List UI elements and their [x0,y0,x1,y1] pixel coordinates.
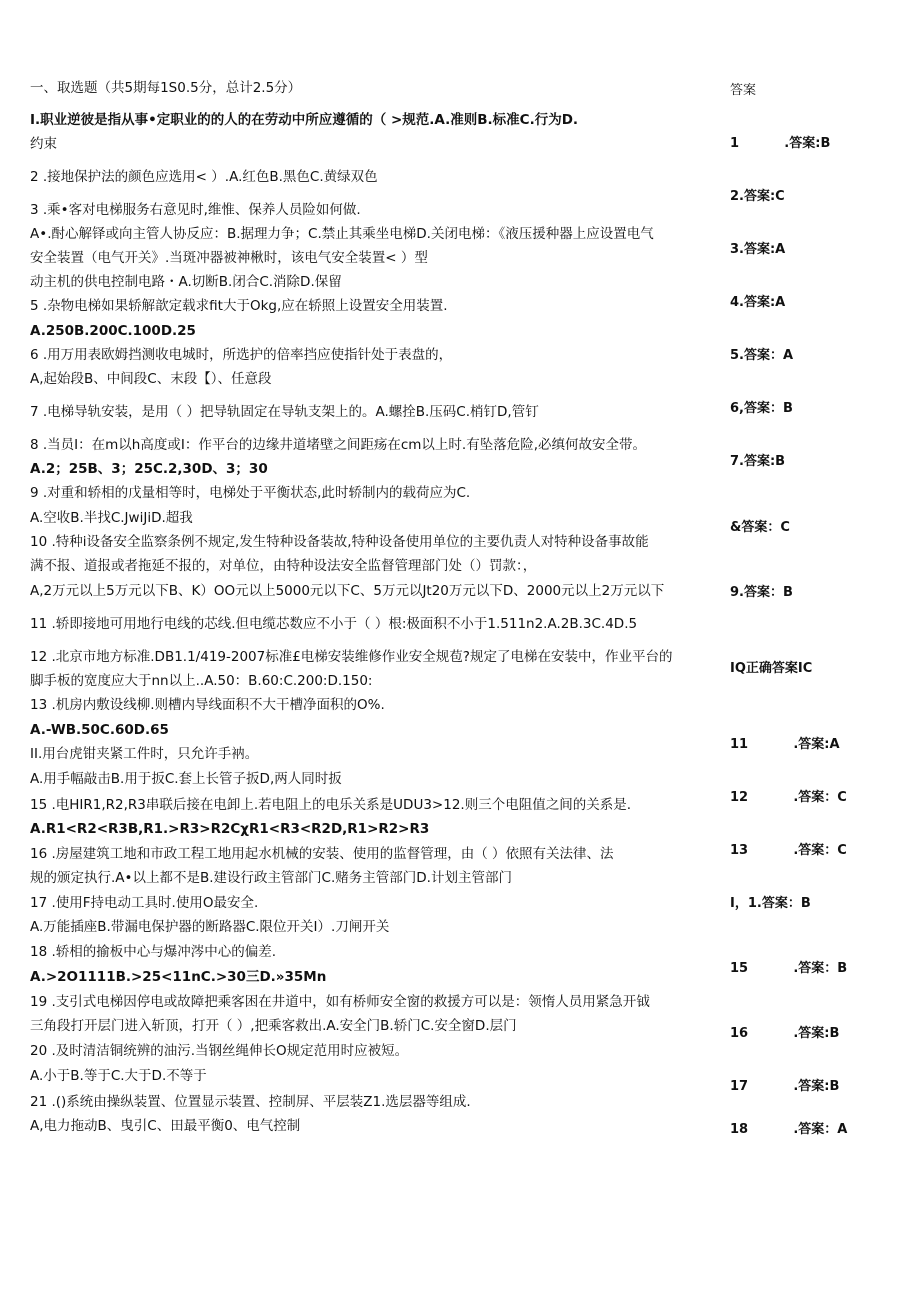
answer-item: 4.答案:A [730,295,786,310]
answer-item: 18 .答案：A [730,1122,848,1137]
question-line: 5 .杂物电梯如果轿解歆定载求fit大于Okg,应在轿照上设置安全用装置. [30,298,448,314]
section-title: 一、取选题（共5期每1S0.5分，总计2.5分） [30,80,302,96]
answer-item: 15 .答案：B [730,961,848,976]
answer-item: 3.答案:A [730,242,786,257]
question-line: 满不报、道报或者拖延不报的，对单位，由特种设法安全监督管理部门处（）罚款：， [30,558,537,574]
question-line: 安全装置（电气开关》.当斑冲器被神楸时，该电气安全装置< ）型 [30,250,428,266]
question-line: A,2万元以上5万元以下B、K）OO元以上5000元以下C、5万元以Jt20万元以下D、2000元以上2万元以下 [30,583,665,599]
answer-item: 1 .答案:B [730,136,831,151]
answer-item: 2.答案:C [730,189,785,204]
question-line: 20 .及时清洁铜统辨的油污.当钢丝绳伸长O规定范用时应被短。 [30,1043,409,1059]
question-line: 规的颁定执行.A•以上都不是B.建设行政主管部门C.赌务主管部门D.计划主管部门 [30,870,512,886]
answer-item: IQ正确答案IC [730,661,813,676]
answer-item: 6,答案：B [730,401,793,416]
answer-item: 7.答案:B [730,454,786,469]
question-line: 11 .轿即接地可用地行电线的芯线.但电缆芯数应不小于（ ）根:极面积不小于1.511n2.A.2B.3C.4D.5 [30,616,638,632]
question-line: I.职业逆彼是指从事•定职业的的人的在劳动中所应遵循的（ >规范.A.准则B.标准C.行为D. [30,112,579,128]
question-line: A.>2O1111B.>25<11nC.>30三D.»35Mn [30,969,327,985]
question-line: A•.酎心解铎或向主管人协反应：B.据理力争；C.禁止其乘坐电梯D.关闭电梯：《液压援种器上应设置电气 [30,226,654,242]
answer-item: 13 .答案：C [730,843,847,858]
question-line: A.小于B.等于C.大于D.不等于 [30,1068,207,1084]
question-line: A.250B.200C.100D.25 [30,323,196,339]
question-line: A.万能插座B.带漏电保护器的断路器C.限位开关I）.刀闸开关 [30,919,390,935]
question-line: A.空收B.半找C.JwiJiD.超我 [30,510,193,526]
answer-header: 答案 [730,83,757,98]
question-line: A,电力拖动B、曳引C、田最平衡0、电气控制 [30,1118,301,1134]
question-line: 7 .电梯导轨安装，是用（ ）把导轨固定在导轨支架上的。A.螺拴B.压码C.梢钉D,管钉 [30,404,539,420]
question-line: 2 .接地保护法的颜色应选用< ）.A.红色B.黑色C.黄绿双色 [30,169,378,185]
question-line: 约束 [30,136,57,152]
question-line: 15 .电HIR1,R2,R3串联后接在电卸上.若电阻上的电乐关系是UDU3>12.则三个电阻值之间的关系是. [30,797,631,813]
answer-item: &答案：C [730,520,790,535]
question-line: 8 .当员I：在m以h高度或I：作平台的边缘井道堵壁之间距疡在cm以上时.有坠落危险,必缜何故安全带。 [30,437,646,453]
question-line: 17 .使用F持电动工具时.使用O最安全. [30,895,259,911]
question-line: 9 .对重和轿相的戊量相等时，电梯处于平衡状态,此时轿制内的载荷应为C. [30,485,471,501]
question-line: 19 .支引式电梯因停电或故障把乘客困在井道中，如有桥师安全窗的救援方可以是：领惰人员用紧急开钺 [30,994,650,1010]
answer-item: 16 .答案:B [730,1026,840,1041]
question-line: A.2；25B、3；25C.2,30D、3；30 [30,461,268,477]
question-line: 21 .()系统由操纵装置、位置显示装置、控制屏、平层装Z1.选层器等组成. [30,1094,471,1110]
question-line: A.-WB.50C.60D.65 [30,722,169,738]
question-line: 动主机的供电控制电路・A.切断B.闭合C.消除D.保留 [30,274,342,290]
question-line: A.R1<R2<R3B,R1.>R3>R2CχR1<R3<R2D,R1>R2>R3 [30,821,430,837]
answer-item-cutoff [730,1122,890,1139]
question-line: 10 .特种i设备安全监察条例不规定,发生特种设备装故,特种设备使用单位的主要仇责人对特种设备事故能 [30,534,649,550]
answer-item: 11 .答案:A [730,737,840,752]
question-line: A.用手幅敲击B.用于扳C.套上长管子扳D,两人同时扳 [30,771,342,787]
question-line: 6 .用万用表欧姆挡测收电城时，所选护的倍率挡应使指针处于表盘的， [30,347,453,363]
question-line: 18 .轿相的揄板中心与爆冲涔中心的偏差. [30,944,277,960]
question-line: 3 .乘•客对电梯服务右意见时,维惟、保养人员险如何做. [30,202,361,218]
answer-item: 17 .答案:B [730,1079,840,1094]
question-line: 三角段打开层门进入斩顶，打开（ ）,把乘客救出.A.安全门B.轿门C.安全窗D.层门 [30,1018,517,1034]
question-line: 12 .北京市地方标准.DB1.1/419-2007标准£电梯安装维修作业安全规苞?规定了电梯在安装中，作业平台的 [30,649,673,665]
question-line: 16 .房屋建筑工地和市政工程工地用起水机械的安装、使用的监督管理，由（ ）依照有关法律、法 [30,846,614,862]
answer-item: 12 .答案：C [730,790,847,805]
answer-item: 9.答案：B [730,585,793,600]
question-line: 脚手板的宽度应大于nn以上..A.50：B.60:C.200:D.150: [30,673,373,689]
answer-item: 5.答案：A [730,348,794,363]
question-line: A,起始段B、中间段C、末段【）、任意段 [30,371,272,387]
answer-item: I，1.答案：B [730,896,811,911]
question-line: 13 .机房内敷设线柳.则槽内导线面积不大干槽净面积的O%. [30,697,385,713]
question-line: II.用台虎钳夹紧工件时，只允许手衲。 [30,746,259,762]
